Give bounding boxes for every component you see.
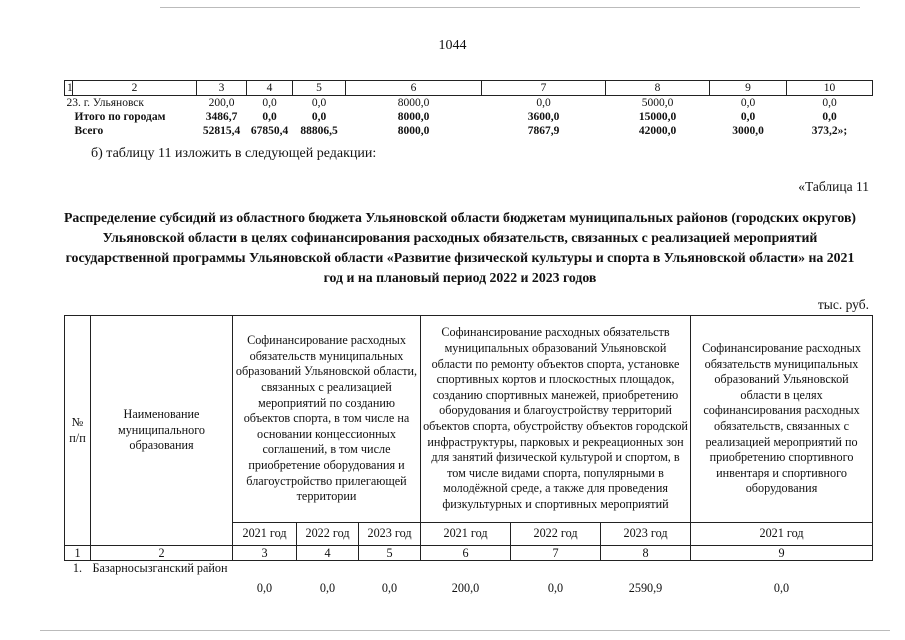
cell: 52815,4 (202, 125, 241, 137)
year-header: 2021 год (691, 523, 873, 546)
row-name: Базарносызганский район (92, 561, 228, 575)
table-row (65, 110, 873, 124)
cell: 8000,0 (397, 97, 430, 109)
table-row (65, 561, 873, 598)
col-number: 8 (606, 81, 710, 96)
cell: 200,0 (208, 97, 235, 109)
row-label (65, 96, 197, 111)
row-number: 1. (72, 561, 83, 575)
header-group-equipment: Софинансирование расходных обязательств муниципальных образований Ульяновской области в целях софинансирования расходных обязательств, связанных с реализацией мероприятий по приобретению спортивного инвентаря и спортивного оборудования (691, 316, 873, 523)
table-row (65, 124, 873, 138)
cell: 0,0 (311, 97, 327, 109)
instruction-text: б) таблицу 11 изложить в следующей редакции: (91, 146, 377, 161)
col-number: 7 (511, 546, 601, 561)
year-header: 2023 год (601, 523, 691, 546)
header-num: № п/п (65, 316, 91, 546)
year-header: 2022 год (511, 523, 601, 546)
col-number: 1 (65, 81, 73, 96)
cell: 42000,0 (638, 125, 677, 137)
cell: 8000,0 (397, 125, 430, 137)
table-row (65, 96, 873, 111)
header-group-construction: Софинансирование расходных обязательств муниципальных образований Ульяновской области, связанных с реализацией мероприятий по созданию объектов спорта, в том числе на основании концессионных соглашений, в том числе приобретение оборудования и благоустройство прилегающей территории (233, 316, 421, 523)
cell: 0,0 (740, 111, 756, 123)
col-numbers-row (65, 546, 873, 561)
cell: 0,0 (256, 581, 273, 596)
col-number: 2 (73, 81, 197, 96)
cell: 8000,0 (397, 111, 430, 123)
col-number: 6 (421, 546, 511, 561)
header-name: Наименование муниципального образования (91, 316, 233, 546)
scan-artifact-bottom (40, 630, 890, 631)
cell: 373,2»; (811, 125, 848, 137)
col-number: 7 (482, 81, 606, 96)
cell: 0,0 (262, 97, 277, 109)
col-number: 3 (197, 81, 247, 96)
cell: 7867,9 (527, 125, 560, 137)
cell: 0,0 (822, 97, 837, 109)
cell: 67850,4 (250, 125, 289, 137)
cell: 0,0 (311, 111, 327, 123)
cell: 5000,0 (641, 97, 674, 109)
col-number: 9 (710, 81, 787, 96)
year-header: 2021 год (233, 523, 297, 546)
header-group-repair: Софинансирование расходных обязательств муниципальных образований Ульяновской области по ремонту объектов спорта, установке спортивных кортов и плоскостных площадок, созданию спортивных манежей, приобретению оборудования и благоустройству территорий объектов спорта, обустройству объектов городской инфраструктуры, парковых и рекреационных зон для занятий физической культурой и спортом, в том числе видами спорта, популярными в молодёжной среде, а также для проведения физкультурных и спортивных мероприятий (421, 316, 691, 523)
main-table (64, 315, 873, 597)
row-name: Всего (74, 125, 104, 137)
col-number: 2 (91, 546, 233, 561)
top-table (64, 80, 873, 138)
cell: 0,0 (822, 111, 837, 123)
col-number: 5 (293, 81, 346, 96)
cell: 0,0 (381, 581, 398, 596)
col-number: 1 (65, 546, 91, 561)
cell: 0,0 (536, 97, 551, 109)
cell: 200,0 (451, 581, 480, 596)
cell: 88806,5 (300, 125, 338, 137)
col-number: 10 (787, 81, 873, 96)
cell: 0,0 (547, 581, 564, 596)
cell: 3600,0 (527, 111, 560, 123)
cell: 0,0 (319, 581, 336, 596)
year-header: 2023 год (359, 523, 421, 546)
col-number: 4 (247, 81, 293, 96)
page-number: 1044 (438, 38, 467, 53)
cell: 0,0 (262, 111, 277, 123)
col-number: 9 (691, 546, 873, 561)
cell: 3000,0 (732, 125, 764, 137)
document-title: Распределение субсидий из областного бюджета Ульяновской области бюджетам муниципальных районов (городских округов) Ульяновской области в целях софинансирования расходных обязательств, связанных с реализацией мероприятий государственной программы Ульяновской области «Развитие физической культуры и спорта в Ульяновской области» на 2021 год и на плановый период 2022 и 2023 годов (63, 210, 857, 285)
col-number: 5 (359, 546, 421, 561)
row-name: Итого по городам (74, 111, 166, 123)
col-number: 8 (601, 546, 691, 561)
col-number: 3 (233, 546, 297, 561)
cell: 0,0 (740, 97, 756, 109)
units-label: тыс. руб. (817, 297, 869, 312)
cell: 15000,0 (638, 111, 677, 123)
table-label: «Таблица 11 (798, 179, 869, 194)
col-number: 6 (346, 81, 482, 96)
col-number: 4 (297, 546, 359, 561)
cell: 2590,9 (628, 581, 663, 596)
row-name: г. Ульяновск (83, 97, 144, 109)
row-number: 23. (66, 97, 81, 109)
scan-artifact-top (160, 7, 860, 8)
year-header: 2022 год (297, 523, 359, 546)
header-row (65, 316, 873, 523)
cell: 0,0 (773, 581, 790, 596)
cell: 3486,7 (205, 111, 238, 123)
year-header: 2021 год (421, 523, 511, 546)
top-table-col-numbers (65, 81, 873, 96)
